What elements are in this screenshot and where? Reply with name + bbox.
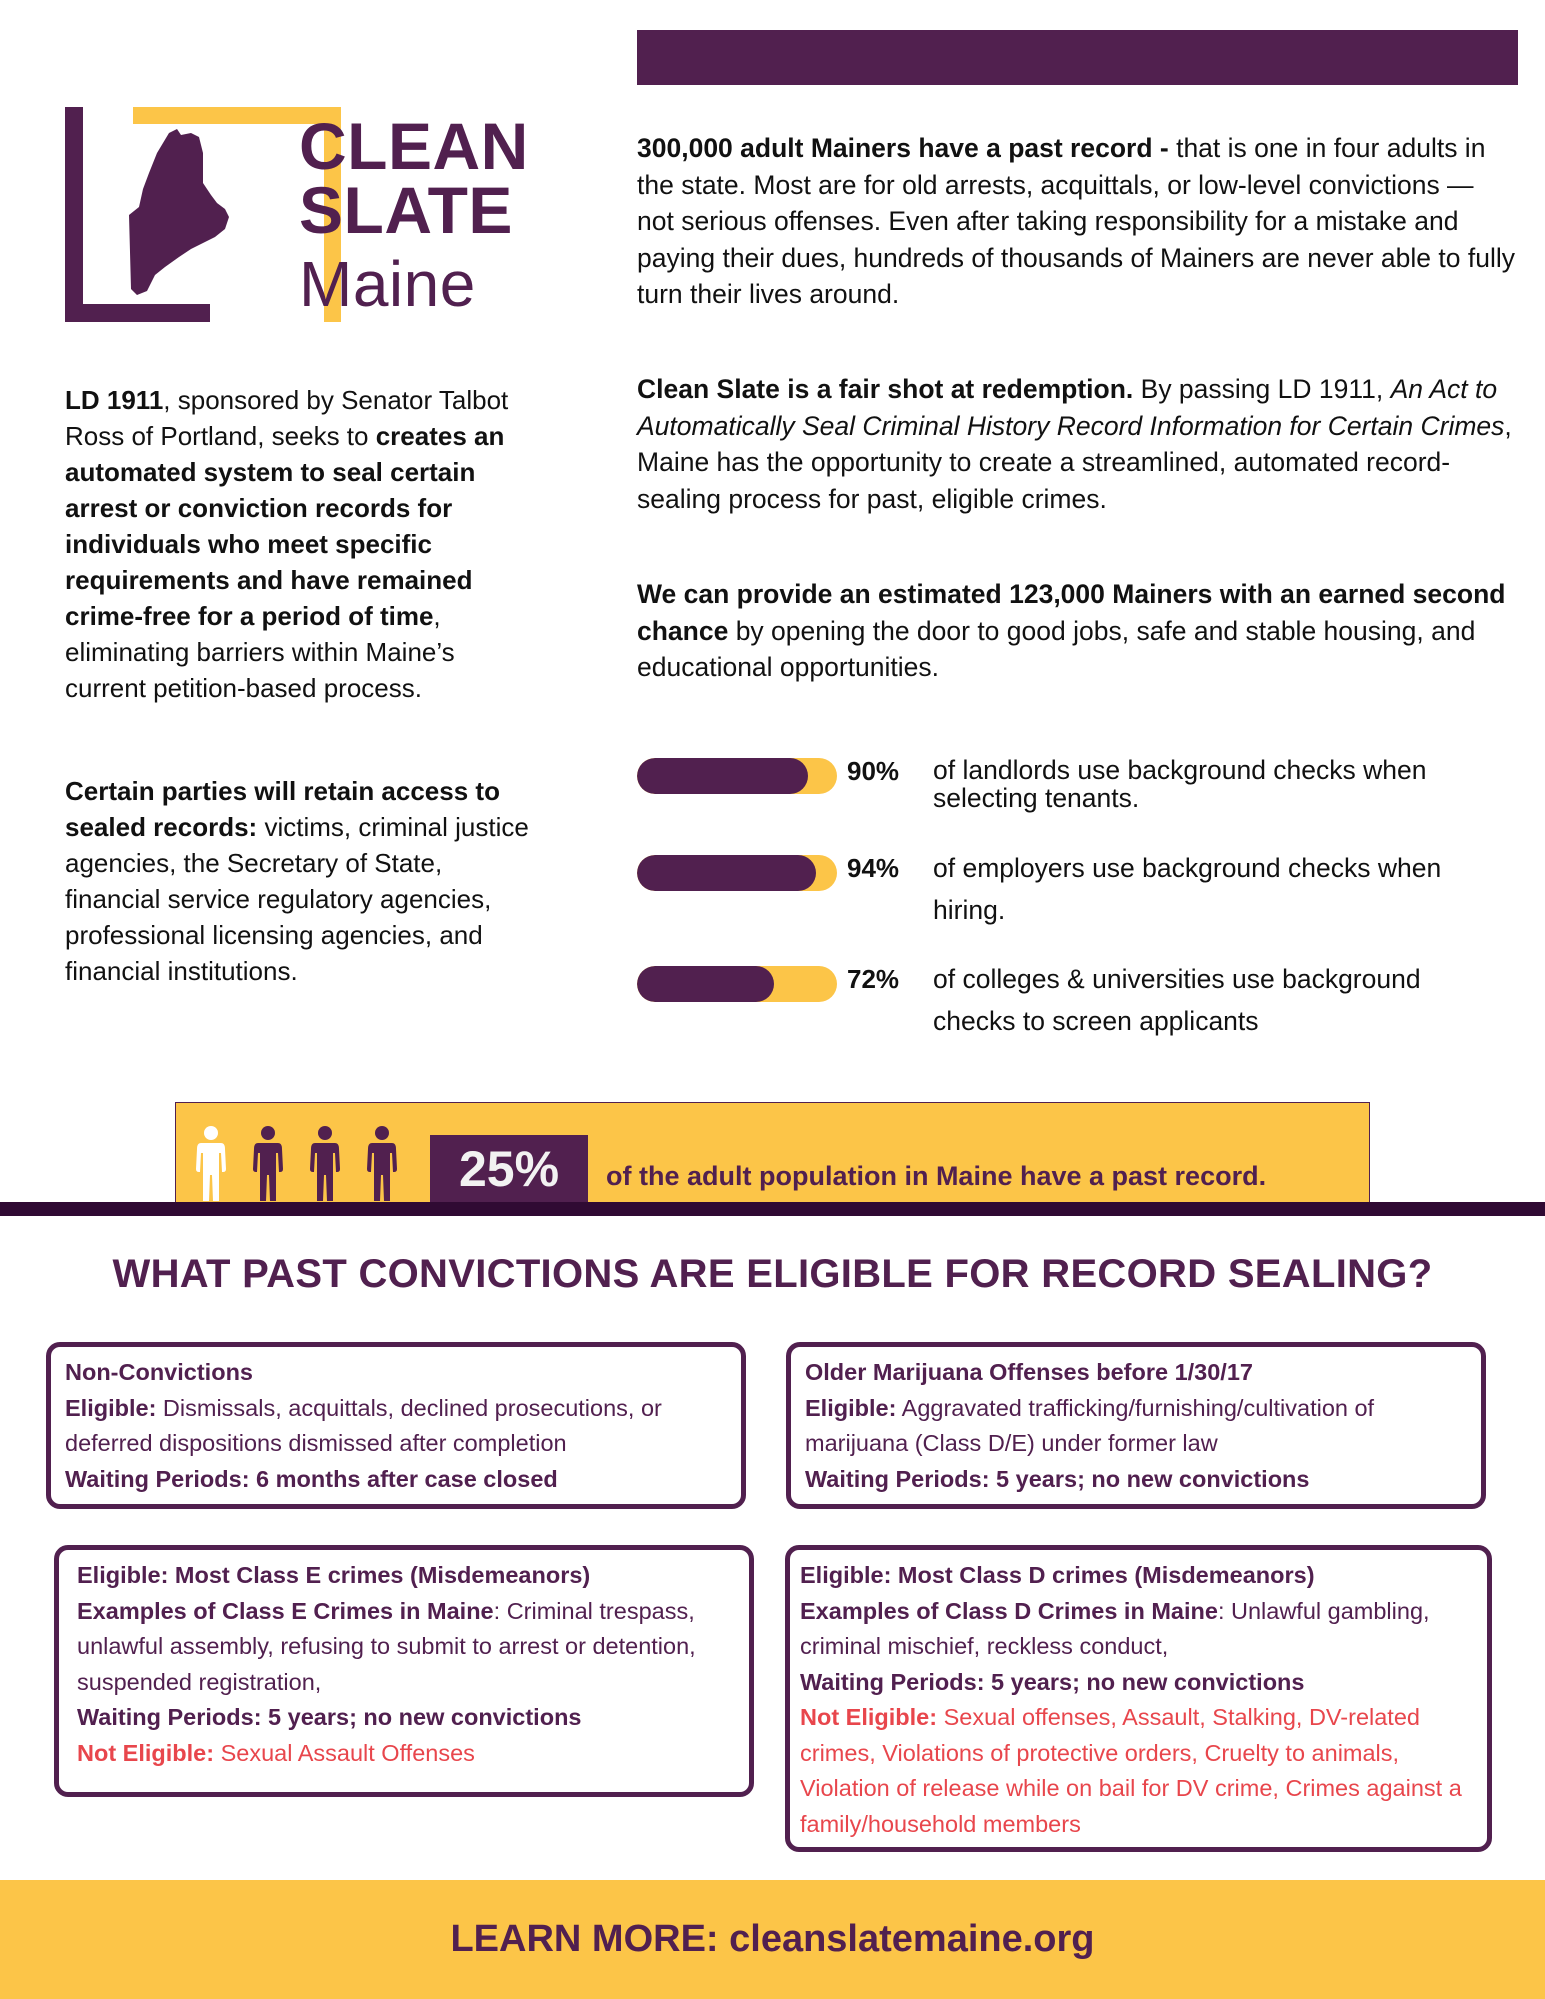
progress-fill — [637, 758, 808, 794]
banner-text: of the adult population in Maine have a past record. — [606, 1161, 1267, 1191]
quarter-population-banner — [175, 1102, 1370, 1203]
card-class-e — [54, 1545, 754, 1797]
card-marijuana — [786, 1342, 1486, 1509]
progress-bar — [637, 966, 837, 1002]
bold-text: We can provide an estimated 123,000 Mainers with an earned second chance — [637, 579, 1506, 646]
person-icon — [196, 1125, 226, 1201]
logo-bracket-left — [65, 107, 83, 322]
logo-word-clean: CLEAN — [299, 109, 529, 183]
section-heading: WHAT PAST CONVICTIONS ARE ELIGIBLE FOR RECORD SEALING? — [112, 1252, 1433, 1296]
text: , Maine has the opportunity to create a streamlined, automated record-sealing process for past, eligible crimes. — [637, 410, 1512, 514]
logo-word-maine: Maine — [299, 248, 476, 320]
eligible-text: Aggravated trafficking/furnishing/cultivation of marijuana (Class D/E) under former law — [805, 1394, 1375, 1456]
card-title: Non-Convictions — [65, 1359, 253, 1385]
person-icon — [367, 1125, 397, 1201]
not-eligible-label: Not Eligible: — [800, 1704, 938, 1730]
fair-shot-paragraph — [637, 371, 1517, 517]
not-eligible-label: Not Eligible: — [77, 1739, 215, 1766]
text: that is one in four adults in the state. Most are for old arrests, acquittals, or low-level convictions — not serious offenses. Even after taking responsibility for a mistake and paying their dues, hundreds of thousands of Mainers are never able to fully turn their lives around. — [637, 133, 1515, 309]
progress-fill — [637, 966, 774, 1002]
card-title: Older Marijuana Offenses before 1/30/17 — [805, 1359, 1253, 1385]
eligible-label: Eligible: — [805, 1394, 897, 1421]
text: , sponsored by Senator Talbot Ross of Portland, seeks to — [65, 385, 509, 451]
act-title: An Act to Automatically Seal Criminal History Record Information for Certain Crimes — [637, 374, 1505, 441]
card-class-d — [785, 1545, 1492, 1852]
bold-text: LD 1911 — [65, 385, 164, 415]
section-divider — [0, 1202, 1545, 1216]
waiting-period: : 5 years; no new convictions — [253, 1704, 582, 1730]
learn-more-link[interactable]: LEARN MORE: cleanslatemaine.org — [450, 1918, 1095, 1960]
waiting-label: Waiting Periods — [77, 1704, 254, 1730]
eligible-text: Dismissals, acquittals, declined prosecutions, or deferred dispositions dismissed after completion — [65, 1394, 662, 1456]
sealed-access-paragraph — [65, 773, 535, 989]
maine-map-icon — [121, 125, 241, 297]
footer-bar — [0, 1880, 1545, 1999]
past-record-paragraph — [637, 130, 1517, 313]
second-chance-paragraph — [637, 576, 1517, 686]
person-icon — [253, 1125, 283, 1201]
not-eligible-text: Sexual Assault Offenses — [214, 1739, 475, 1766]
stat-percent: 90% — [847, 756, 900, 786]
ld1911-paragraph — [65, 382, 535, 706]
examples-text: : Unlawful gambling, criminal mischief, reckless conduct, — [800, 1597, 1430, 1659]
stat-percent: 94% — [847, 853, 900, 883]
header-bar — [637, 30, 1518, 85]
stat-description: of colleges & universities use background checks to screen applicants — [933, 964, 1421, 1036]
card-title: Eligible: Most Class E crimes (Misdemeanors) — [77, 1562, 591, 1588]
person-icon — [310, 1125, 340, 1201]
examples-text: : Criminal trespass, unlawful assembly, refusing to submit to arrest or detention, suspended registration, — [77, 1597, 696, 1695]
not-eligible-text: Sexual offenses, Assault, Stalking, DV-related crimes, Violations of protective orders, Cruelty to animals, Violation of release while on bail for DV crime, Crimes against a family/household members — [800, 1704, 1462, 1837]
examples-label: Examples of Class D Crimes in Maine — [800, 1597, 1218, 1624]
progress-bar — [637, 758, 837, 794]
clean-slate-maine-logo — [63, 105, 533, 325]
progress-fill — [637, 855, 816, 891]
card-non-convictions — [46, 1342, 746, 1509]
examples-label: Examples of Class E Crimes in Maine — [77, 1597, 494, 1624]
stat-description: of employers use background checks when hiring. — [933, 853, 1442, 925]
waiting-period: Waiting Periods: 5 years; no new convictions — [800, 1668, 1305, 1695]
logo-word-slate: SLATE — [299, 173, 513, 247]
text: by opening the door to good jobs, safe and stable housing, and educational opportunities. — [637, 615, 1476, 682]
waiting-period: Waiting Periods: 5 years; no new convictions — [805, 1465, 1310, 1492]
text: victims, criminal justice agencies, the Secretary of State, financial service regulatory agencies, professional licensing agencies, and financial institutions. — [65, 812, 529, 986]
text: By passing LD 1911, — [1133, 374, 1391, 404]
bold-text: Certain parties will retain access to sealed records: — [65, 776, 500, 842]
progress-bar — [637, 855, 837, 891]
eligible-label: Eligible: — [65, 1394, 157, 1421]
bold-text: 300,000 adult Mainers have a past record - — [637, 133, 1169, 163]
text: , eliminating barriers within Maine’s current petition-based process. — [65, 601, 455, 703]
logo-bracket-bottom — [65, 304, 210, 322]
stat-percent: 72% — [847, 964, 900, 994]
waiting-period: Waiting Periods: 6 months after case closed — [65, 1465, 558, 1492]
bold-text: Clean Slate is a fair shot at redemption. — [637, 374, 1134, 404]
banner-percent: 25% — [430, 1135, 588, 1203]
card-title: Eligible: Most Class D crimes (Misdemeanors) — [800, 1562, 1315, 1588]
stat-description: of landlords use background checks when selecting tenants. — [933, 755, 1427, 813]
bold-text: creates an automated system to seal certain arrest or conviction records for individuals who meet specific requirements and have remained crime-free for a period of time — [65, 421, 505, 631]
